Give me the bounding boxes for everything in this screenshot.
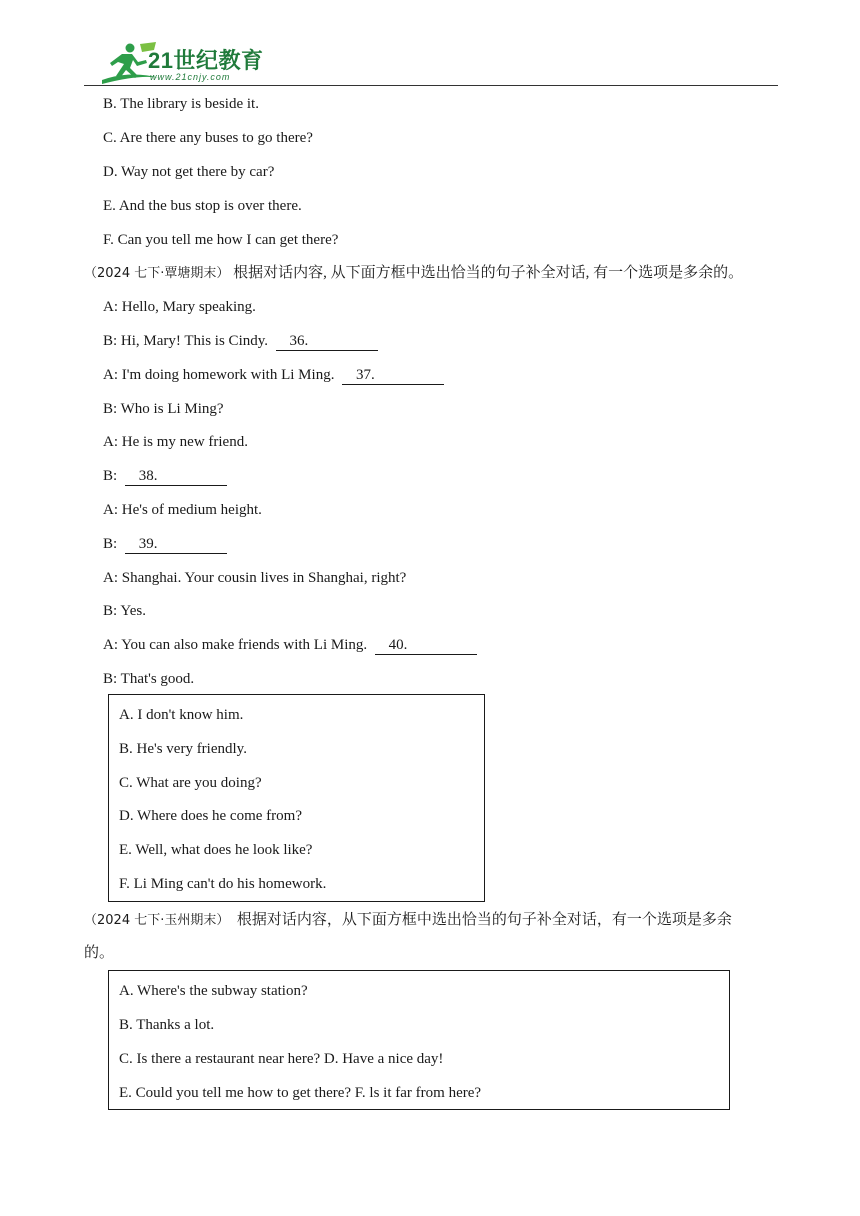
option-f: F. Li Ming can't do his homework. — [119, 876, 327, 892]
prev-option-b: B. The library is beside it. — [103, 96, 259, 112]
dialogue-line: A: He is my new friend. — [103, 434, 248, 450]
question-heading — [84, 264, 743, 283]
dialogue-line: A: Hello, Mary speaking. — [103, 299, 256, 315]
answer-blank-37[interactable]: 37. — [342, 367, 444, 385]
dialogue-line: A: Shanghai. Your cousin lives in Shanghai, right? — [103, 570, 407, 586]
prev-option-d: D. Way not get there by car? — [103, 164, 275, 180]
options-box — [108, 970, 730, 1110]
question-instruction-cont: 的。 — [84, 945, 115, 961]
option-line: C. Is there a restaurant near here? D. Have a nice day! — [119, 1051, 444, 1067]
logo-text: 21世纪教育 — [148, 48, 264, 73]
dialogue-line: A: I'm doing homework with Li Ming. 37. — [103, 366, 444, 385]
options-box — [108, 694, 485, 902]
prev-option-c: C. Are there any buses to go there? — [103, 130, 313, 146]
dialogue-line: B: Yes. — [103, 603, 146, 619]
option-line: A. Where's the subway station? — [119, 983, 308, 999]
option-line: B. Thanks a lot. — [119, 1017, 215, 1033]
question-source: （2024 七下·玉州期末） — [84, 913, 230, 928]
option-line: E. Could you tell me how to get there? F. ls it far from here? — [119, 1085, 482, 1101]
dialogue-line: B: 39. — [103, 535, 227, 554]
prev-option-e: E. And the bus stop is over there. — [103, 198, 302, 214]
answer-blank-38[interactable]: 38. — [125, 468, 227, 486]
header-divider — [84, 85, 778, 86]
question-instruction: 根据对话内容, 从下面方框中选出恰当的句子补全对话, 有一个选项是多余的。 — [233, 265, 744, 281]
dialogue-line: B: That's good. — [103, 671, 195, 687]
dialogue-line: B: Hi, Mary! This is Cindy. 36. — [103, 332, 378, 351]
option-a: A. I don't know him. — [119, 707, 244, 723]
dialogue-line: B: 38. — [103, 467, 227, 486]
dialogue-line: A: You can also make friends with Li Ming. 40. — [103, 636, 477, 655]
option-b: B. He's very friendly. — [119, 741, 247, 757]
dialogue-line: A: He's of medium height. — [103, 502, 262, 518]
question-heading — [84, 911, 732, 930]
question-source: （2024 七下·覃塘期末） — [84, 266, 230, 281]
dialogue-line: B: Who is Li Ming? — [103, 401, 224, 417]
answer-blank-39[interactable]: 39. — [125, 536, 227, 554]
option-d: D. Where does he come from? — [119, 808, 302, 824]
answer-blank-36[interactable]: 36. — [276, 333, 378, 351]
logo-url: www.21cnjy.com — [150, 72, 231, 82]
prev-option-f: F. Can you tell me how I can get there? — [103, 232, 339, 248]
option-e: E. Well, what does he look like? — [119, 842, 313, 858]
option-c: C. What are you doing? — [119, 775, 262, 791]
answer-blank-40[interactable]: 40. — [375, 637, 477, 655]
question-instruction: 根据对话内容，从下面方框中选出恰当的句子补全对话，有一个选项是多余 — [236, 912, 732, 928]
page-header — [0, 0, 860, 90]
